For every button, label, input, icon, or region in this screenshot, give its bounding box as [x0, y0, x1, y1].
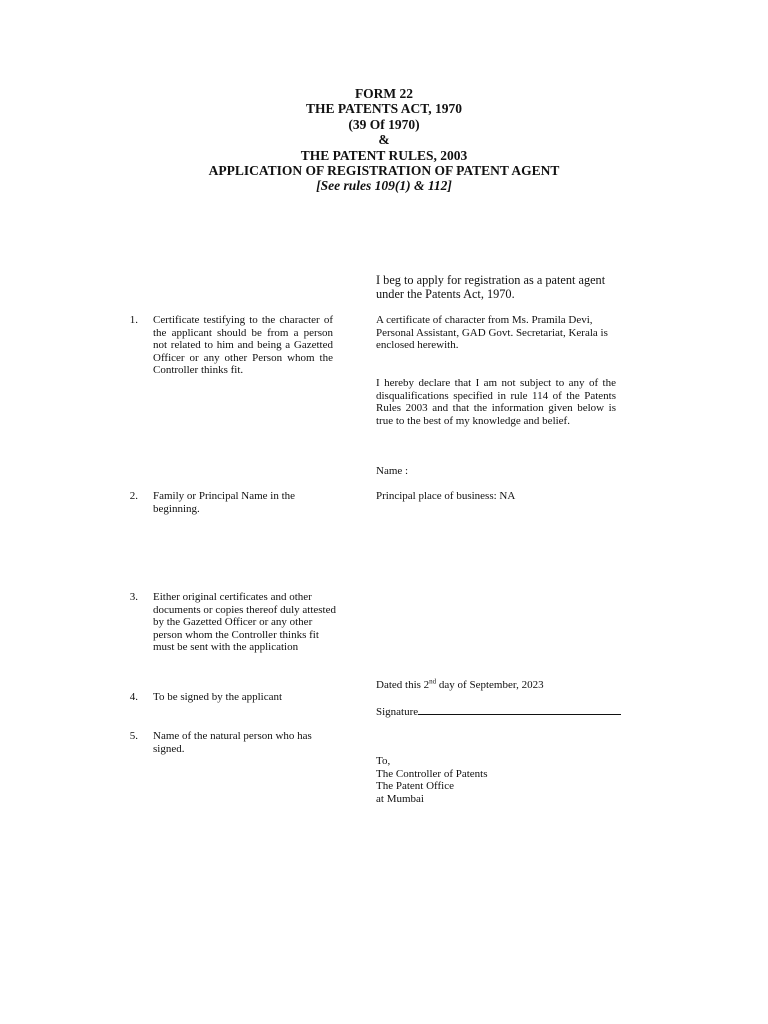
- dated-line: [376, 679, 544, 692]
- dated-prefix: Dated this 2: [376, 679, 430, 691]
- item-number: 2.: [129, 490, 138, 502]
- address-to: To,: [376, 755, 391, 767]
- act-title: THE PATENTS ACT, 1970: [305, 101, 463, 117]
- signature-field[interactable]: [418, 705, 621, 715]
- item-number: 1.: [129, 314, 138, 326]
- item-note-signature: To be signed by the applicant: [153, 691, 283, 703]
- dated-ordinal: nd: [429, 677, 437, 686]
- address-block: [376, 755, 576, 805]
- address-line-controller: The Controller of Patents: [376, 767, 488, 780]
- act-number: (39 Of 1970): [348, 116, 420, 132]
- application-intro: I beg to apply for registration as a patent agent under the Patents Act, 1970.: [376, 273, 606, 301]
- item-note-certificates: Either original certificates and other documents or copies thereof duly attested by the Gazetted Officer or any other person whom the Controller thinks fit must be sent with the application: [153, 591, 336, 653]
- address-line-city: at Mumbai: [376, 792, 424, 805]
- see-rules: [See rules 109(1) & 112]: [316, 178, 452, 194]
- character-certificate-statement: A certificate of character from Ms. Pramila Devi, Personal Assistant, GAD Govt. Secretariat, Kerala is enclosed herewith.: [376, 314, 608, 351]
- application-title: APPLICATION OF REGISTRATION OF PATENT AGENT: [208, 163, 560, 179]
- dated-suffix: day of September, 2023: [436, 679, 544, 691]
- address-line-office: The Patent Office: [376, 780, 454, 792]
- signature-label: Signature: [376, 706, 419, 718]
- item-note-family-name: Family or Principal Name in the beginning.: [153, 490, 296, 515]
- ampersand: &: [378, 132, 390, 148]
- rules-title: THE PATENT RULES, 2003: [300, 147, 468, 163]
- item-number: 3.: [129, 591, 138, 603]
- item-number: 5.: [129, 730, 138, 742]
- name-label: Name :: [376, 465, 409, 477]
- declaration-statement: I hereby declare that I am not subject to any of the disqualifications specified in rule 114 of the Patents Rules 2003 and that the information given below is true to the best of my knowledge and belief.: [376, 377, 616, 427]
- item-number: 4.: [129, 691, 138, 703]
- signature-line: [376, 705, 621, 719]
- principal-place-of-business: Principal place of business: NA: [376, 490, 516, 502]
- form-header: [0, 86, 768, 194]
- item-note-character-certificate: Certificate testifying to the character of the applicant should be from a person not related to him and being a Gazetted Officer or any other Person whom the Controller thinks fit.: [153, 314, 333, 376]
- form-number: FORM 22: [354, 86, 414, 101]
- item-note-natural-person: Name of the natural person who has signed.: [153, 730, 312, 755]
